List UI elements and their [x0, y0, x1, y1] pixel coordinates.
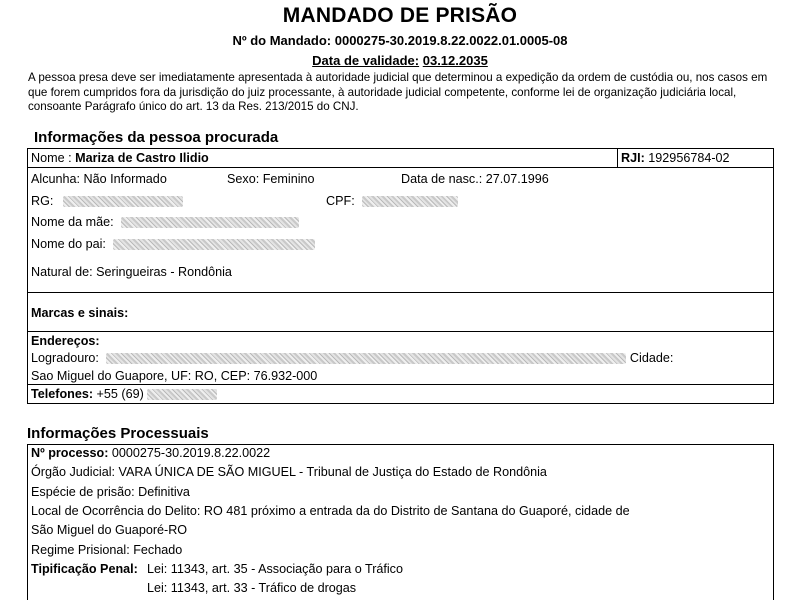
street-row	[31, 351, 673, 365]
redacted-cpf	[362, 196, 458, 207]
natural-label: Natural de:	[31, 265, 93, 279]
mother-row	[31, 215, 299, 229]
natural-value: Seringueiras - Rondônia	[96, 265, 232, 279]
alias-value: Não Informado	[83, 172, 167, 186]
father-label: Nome do pai:	[31, 237, 106, 251]
place-value-line1: RO 481 próximo a entrada da do Distrito de Santana do Guaporé, cidade de	[203, 504, 630, 518]
regime-value: Fechado	[133, 543, 183, 557]
sex-row	[227, 172, 315, 186]
place-row	[31, 504, 630, 518]
street-label: Logradouro:	[31, 351, 99, 365]
cpf-label: CPF:	[326, 194, 355, 208]
divider	[27, 384, 774, 385]
validity-line	[0, 53, 800, 68]
organ-value: VARA ÚNICA DE SÃO MIGUEL - Tribunal de Justiça do Estado de Rondônia	[118, 465, 547, 479]
warrant-number-label: Nº do Mandado:	[232, 33, 332, 48]
cpf-row	[326, 194, 458, 208]
divider	[27, 167, 774, 168]
divider	[27, 331, 774, 332]
city-value: Sao Miguel do Guapore, UF: RO, CEP: 76.932-000	[31, 369, 318, 383]
marks-label: Marcas e sinais:	[31, 306, 129, 320]
redacted-father-name	[113, 239, 315, 250]
process-section-title: Informações Processuais	[27, 425, 209, 442]
rg-label: RG:	[31, 194, 54, 208]
prison-type-row	[31, 485, 190, 499]
alias-label: Alcunha:	[31, 172, 81, 186]
sex-value: Feminino	[262, 172, 315, 186]
name-label: Nome :	[31, 151, 72, 165]
divider	[27, 292, 774, 293]
place-label: Local de Ocorrência do Delito:	[31, 504, 201, 518]
document-title: MANDADO DE PRISÃO	[282, 4, 518, 27]
birth-value: 27.07.1996	[485, 172, 549, 186]
process-number-row	[31, 446, 270, 460]
redacted-phone	[147, 389, 217, 400]
validity-date: 03.12.2035	[422, 53, 488, 68]
birth-row	[401, 172, 549, 186]
person-section-title: Informações da pessoa procurada	[34, 129, 279, 146]
name-row	[31, 151, 209, 165]
redacted-street	[106, 353, 626, 364]
rji-label: RJI:	[621, 151, 645, 165]
warrant-number: 0000275-30.2019.8.22.0022.01.0005-08	[334, 33, 568, 48]
warrant-number-line	[0, 33, 800, 48]
divider	[617, 148, 618, 167]
prison-type-label: Espécie de prisão:	[31, 485, 135, 499]
place-value-line2: São Miguel do Guaporé-RO	[31, 523, 188, 537]
prison-type-value: Definitiva	[138, 485, 190, 499]
city-label: Cidade:	[629, 351, 674, 365]
birth-label: Data de nasc.:	[401, 172, 483, 186]
phones-label: Telefones:	[31, 387, 94, 401]
phone-prefix: +55 (69)	[96, 387, 144, 401]
regime-row	[31, 543, 182, 557]
natural-row	[31, 265, 232, 279]
redacted-rg	[63, 196, 183, 207]
addresses-label: Endereços:	[31, 334, 100, 348]
rg-row	[31, 194, 183, 208]
sex-label: Sexo:	[227, 172, 260, 186]
custody-notice: A pessoa presa deve ser imediatamente apresentada à autoridade judicial que determinou a expedição da ordem de custódia ou, nos casos em que forem cumpridos fora da jurisdição do juiz processante, à autoridade judicial competente, conforme lei de organização judiciária local, consoante Parágrafo único do art. 13 da Res. 213/2015 do CNJ.	[28, 71, 768, 113]
process-number: 0000275-30.2019.8.22.0022	[111, 446, 271, 460]
alias-row	[31, 172, 167, 186]
person-name: Mariza de Castro Ilidio	[75, 151, 209, 165]
organ-label: Órgão Judicial:	[31, 465, 115, 479]
penal-label: Tipificação Penal:	[31, 562, 138, 576]
penal-item-1: Lei: 11343, art. 35 - Associação para o Tráfico	[147, 562, 403, 576]
mother-label: Nome da mãe:	[31, 215, 114, 229]
father-row	[31, 237, 315, 251]
process-number-label: Nº processo:	[31, 446, 109, 460]
penal-item-2: Lei: 11343, art. 33 - Tráfico de drogas	[147, 581, 357, 595]
organ-row	[31, 465, 547, 479]
phones-row	[31, 387, 217, 401]
rji-value: 192956784-02	[648, 151, 730, 165]
regime-label: Regime Prisional:	[31, 543, 130, 557]
redacted-mother-name	[121, 217, 299, 228]
validity-label: Data de validade:	[312, 53, 420, 68]
rji-row	[621, 151, 730, 165]
